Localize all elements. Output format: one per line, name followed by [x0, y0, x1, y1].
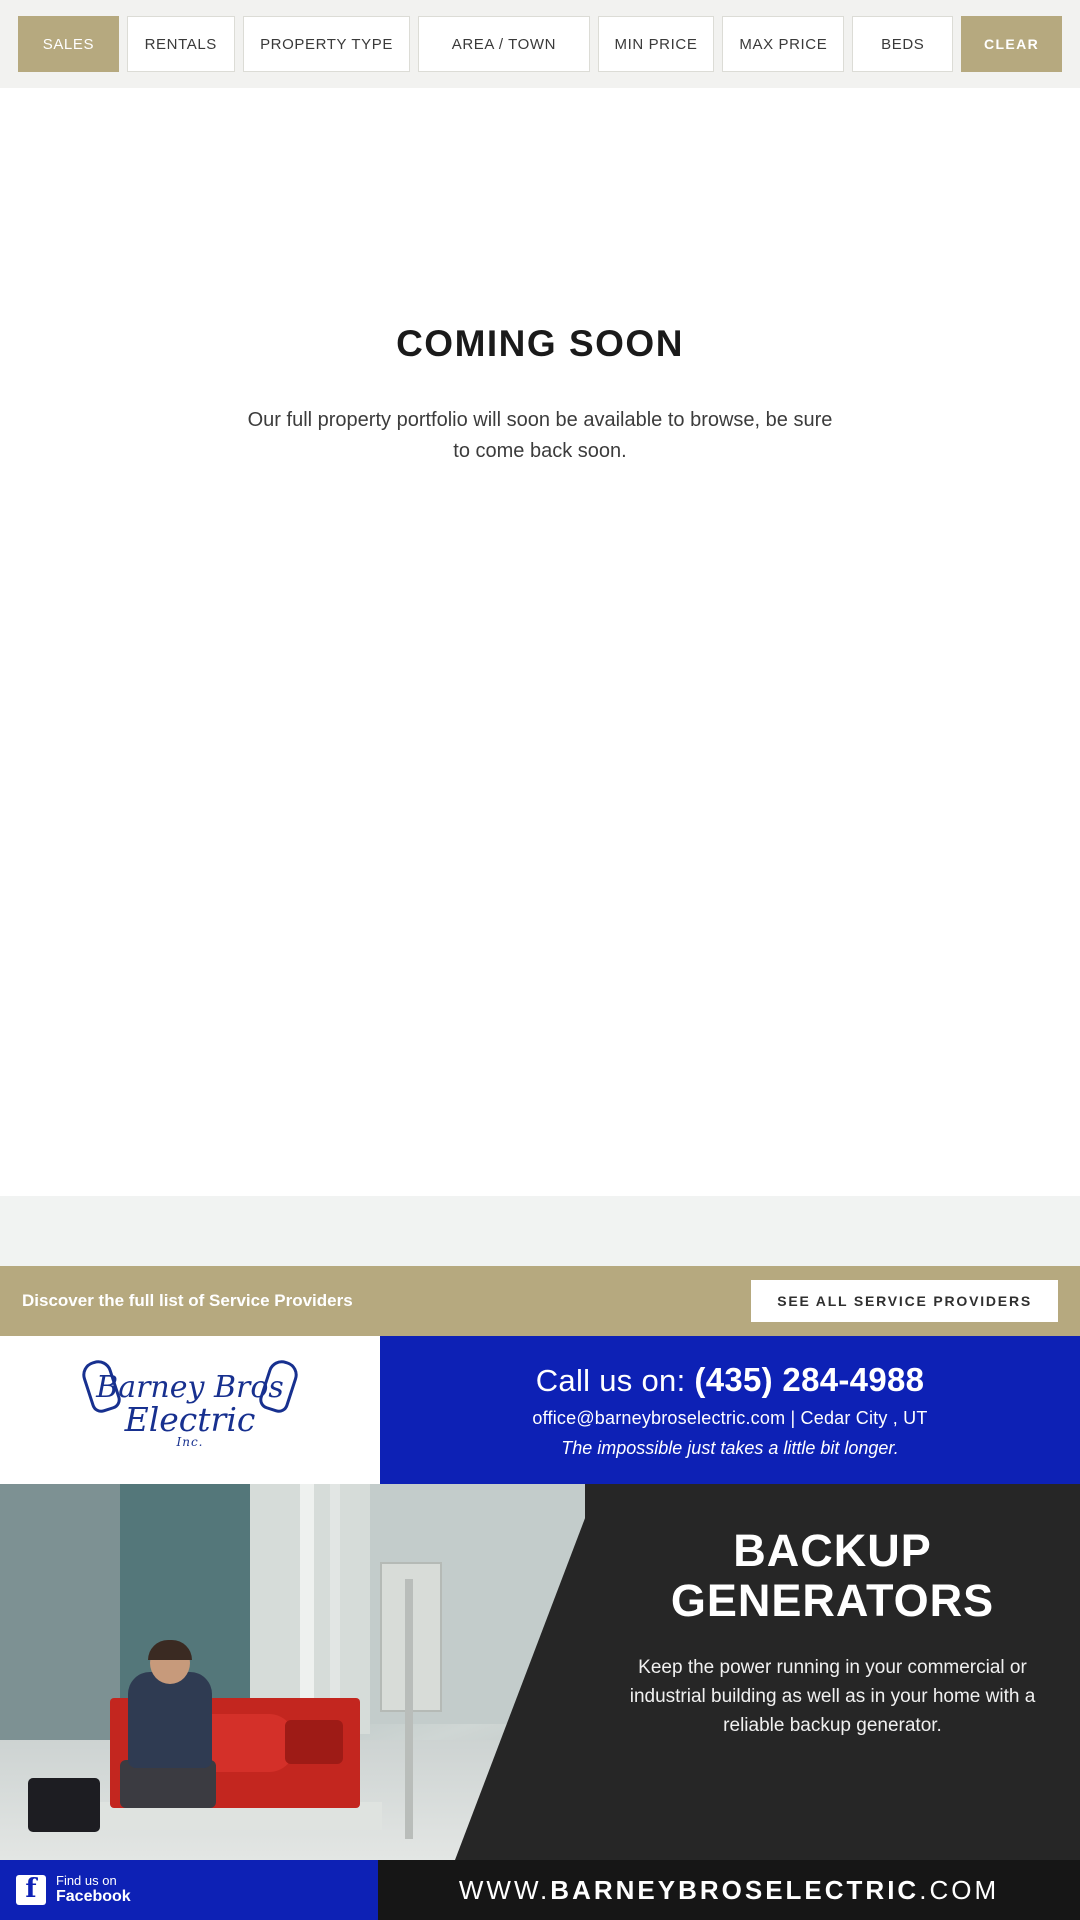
- filter-area-town[interactable]: AREA / TOWN: [418, 16, 589, 72]
- advert-text-panel: [585, 1484, 1080, 1860]
- arm-right-icon: [257, 1357, 302, 1416]
- advert-contact-panel: [380, 1336, 1080, 1484]
- logo-line-3: Inc.: [176, 1434, 204, 1449]
- filter-rentals[interactable]: RENTALS: [127, 16, 235, 72]
- property-search-filter-bar: [0, 0, 1080, 88]
- url-prefix: WWW.: [458, 1874, 551, 1905]
- advertiser-logo: [0, 1336, 380, 1484]
- advert-headline: BACKUP GENERATORS: [670, 1525, 995, 1627]
- logo-line-1: Barney Bros: [96, 1369, 284, 1405]
- arm-left-icon: [79, 1357, 124, 1416]
- advert-footer: [0, 1860, 1080, 1920]
- facebook-icon: f: [16, 1875, 46, 1905]
- facebook-link[interactable]: [0, 1860, 378, 1920]
- advert-tagline: The impossible just takes a little bit longer.: [561, 1438, 899, 1458]
- filter-property-type[interactable]: PROPERTY TYPE: [243, 16, 411, 72]
- service-providers-text: Discover the full list of Service Providers: [22, 1291, 353, 1310]
- filter-max-price[interactable]: MAX PRICE: [722, 16, 844, 72]
- page-title: COMING SOON: [396, 323, 684, 364]
- url-suffix: .COM: [919, 1874, 1000, 1905]
- phone-number[interactable]: (435) 284-4988: [694, 1361, 925, 1398]
- advert-paragraph: Keep the power running in your commercial or industrial building as well as in your home with a reliable backup generator.: [629, 1656, 1036, 1736]
- section-divider: [0, 1196, 1080, 1266]
- advertisement-banner[interactable]: [0, 1336, 1080, 1920]
- advert-top: [0, 1336, 1080, 1484]
- logo-line-2: Electric: [124, 1399, 256, 1439]
- filter-beds[interactable]: BEDS: [852, 16, 953, 72]
- service-providers-band: [0, 1266, 1080, 1336]
- url-domain: BARNEYBROSELECTRIC: [550, 1874, 920, 1905]
- main-content: [0, 88, 1080, 1196]
- advert-phone-line: [536, 1361, 925, 1399]
- call-prefix: Call us on:: [535, 1363, 686, 1398]
- see-all-service-providers-button[interactable]: SEE ALL SERVICE PROVIDERS: [751, 1280, 1058, 1322]
- advert-body: [0, 1484, 1080, 1860]
- advert-website-url[interactable]: [378, 1860, 1080, 1920]
- filter-sales[interactable]: SALES: [18, 16, 119, 72]
- page-subtitle: Our full property portfolio will soon be available to browse, be sure to come back soon.: [247, 409, 833, 462]
- filter-min-price[interactable]: MIN PRICE: [598, 16, 715, 72]
- clear-filters-button[interactable]: CLEAR: [961, 16, 1062, 72]
- facebook-line-2: Facebook: [56, 1888, 131, 1906]
- facebook-line-1: Find us on: [56, 1872, 117, 1888]
- advert-email-location[interactable]: office@barneybroselectric.com | Cedar City , UT: [532, 1408, 928, 1428]
